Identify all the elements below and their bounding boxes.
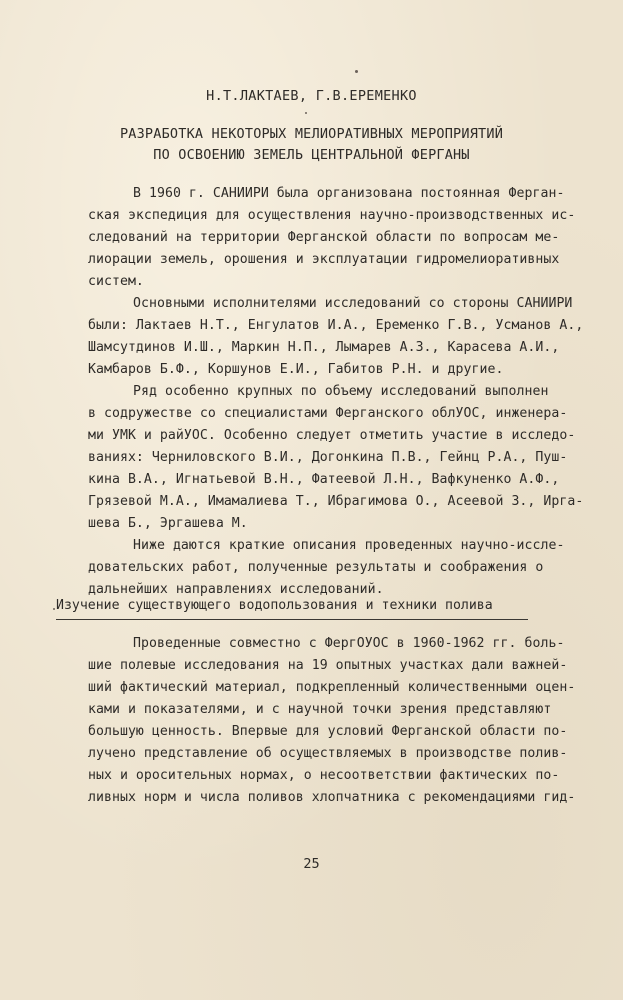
authors-line: Н.Т.ЛАКТАЕВ, Г.В.ЕРЕМЕНКО [206,88,417,104]
section-heading: Изучение существующего водопользования и техники полива [56,598,493,613]
text-line: ками и показателями, и с научной точки зрения представляют [88,702,552,717]
text-line: Ряд особенно крупных по объему исследований выполнен [133,384,549,399]
text-line: дальнейших направлениях исследований. [88,582,384,597]
print-speck [355,70,358,73]
text-line: ская экспедиция для осуществления научно-производственных ис- [88,208,576,223]
text-line: ваниях: Черниловского В.И., Догонкина П.В., Гейнц Р.А., Пуш- [88,450,568,465]
text-line: шева Б., Эргашева М. [88,516,248,531]
text-line: Грязевой М.А., Имамалиева Т., Ибрагимова О., Асеевой З., Ирга- [88,494,584,509]
text-line: лиорации земель, орошения и эксплуатации гидромелиоративных [88,252,560,267]
text-line: ми УМК и райУОС. Особенно следует отметить участие в исследо- [88,428,576,443]
title-line: ПО ОСВОЕНИЮ ЗЕМЕЛЬ ЦЕНТРАЛЬНОЙ ФЕРГАНЫ [153,147,470,163]
text-line: ных и оросительных нормах, о несоответствии фактических по- [88,768,560,783]
text-line: Проведенные совместно с ФергОУОС в 1960-1962 гг. боль- [133,636,565,651]
article-title [0,124,623,166]
text-line: лучено представление об осуществляемых в производстве полив- [88,746,568,761]
text-line: Основными исполнителями исследований со стороны САНИИРИ [133,296,573,311]
text-line: систем. [88,274,144,289]
page-number: 25 [303,856,320,872]
text-line: довательских работ, полученные результаты и соображения о [88,560,544,575]
print-speck [53,608,55,610]
text-line: В 1960 г. САНИИРИ была организована постоянная Ферган- [133,186,565,201]
text-line: Камбаров Б.Ф., Коршунов Е.И., Габитов Р.Н. и другие. [88,362,504,377]
text-line: большую ценность. Впервые для условий Ферганской области по- [88,724,568,739]
section-underline [56,619,528,620]
text-line: шие полевые исследования на 19 опытных участках дали важней- [88,658,568,673]
text-line: ший фактический материал, подкрепленный количественными оцен- [88,680,576,695]
text-line: следований на территории Ферганской области по вопросам ме- [88,230,560,245]
text-line: ливных норм и числа поливов хлопчатника с рекомендациями гид- [88,790,576,805]
text-line: Ниже даются краткие описания проведенных научно-исслe- [133,538,565,553]
print-speck [305,112,307,114]
title-line: РАЗРАБОТКА НЕКОТОРЫХ МЕЛИОРАТИВНЫХ МЕРОПРИЯТИЙ [119,126,504,142]
text-line: в содружестве со специалистами Ферганского облУОС, инженера- [88,406,568,421]
text-line: кина В.А., Игнатьевой В.Н., Фатеевой Л.Н., Вафкуненко А.Ф., [88,472,560,487]
text-line: Шамсутдинов И.Ш., Маркин Н.П., Лымарев А.З., Карасева А.И., [88,340,560,355]
text-line: были: Лактаев Н.Т., Енгулатов И.А., Еременко Г.В., Усманов А., [88,318,584,333]
